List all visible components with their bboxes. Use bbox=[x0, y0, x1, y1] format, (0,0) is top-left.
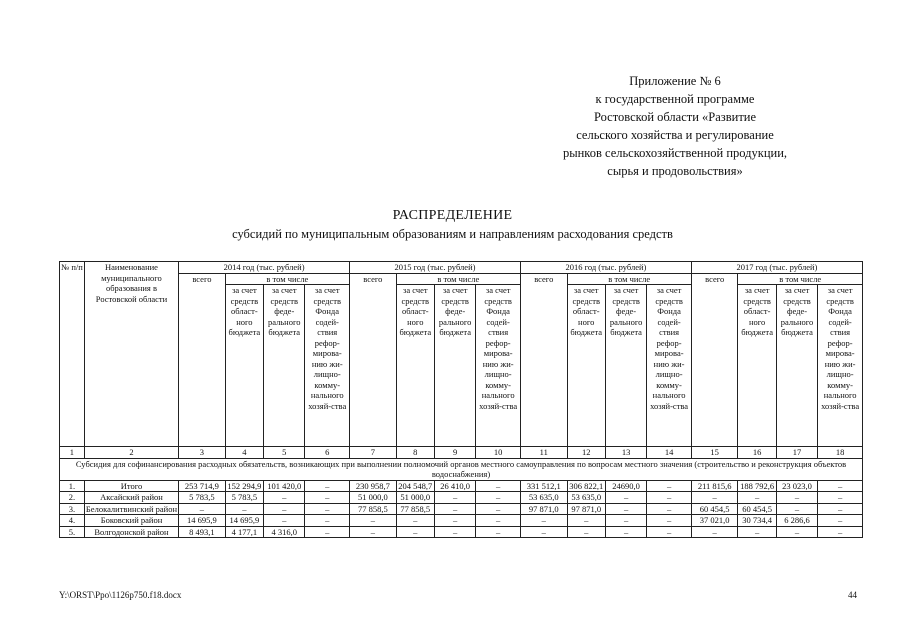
row-number: 5. bbox=[60, 526, 85, 538]
value-cell: 188 792,6 bbox=[738, 480, 776, 492]
table-row bbox=[60, 526, 863, 538]
value-cell: 14 695,9 bbox=[225, 515, 263, 527]
value-cell: 4 177,1 bbox=[225, 526, 263, 538]
table-row bbox=[60, 503, 863, 515]
document-subtitle: субсидий по муниципальным образованиям и направлениям расходования средств bbox=[232, 227, 673, 241]
value-cell: – bbox=[476, 503, 521, 515]
value-cell: – bbox=[776, 526, 817, 538]
value-cell: 53 635,0 bbox=[567, 492, 605, 504]
column-number: 5 bbox=[264, 447, 305, 459]
table-row bbox=[60, 480, 863, 492]
header-regional-budget: за счет средств област-ного бюджета bbox=[225, 285, 263, 447]
header-including: в том числе bbox=[738, 273, 863, 285]
column-number: 17 bbox=[776, 447, 817, 459]
section-title: Субсидия для софинансирования расходных обязательств, возникающих при выполнении полномочий органов местного самоуправления по вопросам местного значения (строительство и реконструкция объектов водоснабжения) bbox=[60, 458, 863, 480]
value-cell: – bbox=[647, 515, 692, 527]
row-number: 1. bbox=[60, 480, 85, 492]
header-municipality: Наименование муниципального образования в Ростовской области bbox=[84, 262, 178, 447]
column-number: 8 bbox=[396, 447, 434, 459]
value-cell: 306 822,1 bbox=[567, 480, 605, 492]
municipality-name: Белокалитвинский район bbox=[85, 503, 178, 514]
header-total: всего bbox=[350, 273, 397, 447]
header-number: № п/п bbox=[60, 262, 85, 447]
header-row-total bbox=[60, 273, 863, 285]
value-cell: 26 410,0 bbox=[434, 480, 475, 492]
municipality-name: Итого bbox=[84, 480, 178, 492]
municipality-name: Волгодонской район bbox=[84, 526, 178, 538]
value-cell: – bbox=[179, 503, 226, 515]
appendix-line: к государственной программе bbox=[595, 92, 755, 106]
value-cell: – bbox=[350, 515, 397, 527]
value-cell: – bbox=[818, 515, 863, 527]
value-cell: – bbox=[264, 503, 305, 515]
value-cell: – bbox=[691, 492, 738, 504]
appendix-line: сырья и продовольствия» bbox=[607, 164, 743, 178]
column-number: 7 bbox=[350, 447, 397, 459]
municipality-name: Аксайский район bbox=[84, 492, 178, 504]
row-number: 3. bbox=[60, 503, 85, 515]
value-cell: – bbox=[605, 515, 646, 527]
value-cell: 5 783,5 bbox=[225, 492, 263, 504]
value-cell: 4 316,0 bbox=[264, 526, 305, 538]
value-cell: – bbox=[776, 503, 817, 515]
value-cell: – bbox=[350, 526, 397, 538]
value-cell: – bbox=[476, 480, 521, 492]
value-cell: 101 420,0 bbox=[264, 480, 305, 492]
value-cell: – bbox=[647, 492, 692, 504]
header-year: 2017 год (тыс. рублей) bbox=[691, 262, 862, 274]
section-row bbox=[60, 458, 863, 480]
value-cell: 60 454,5 bbox=[691, 503, 738, 515]
value-cell: 60 454,5 bbox=[738, 503, 776, 515]
value-cell: – bbox=[434, 503, 475, 515]
table-row bbox=[60, 515, 863, 527]
header-regional-budget: за счет средств област-ного бюджета bbox=[396, 285, 434, 447]
value-cell: – bbox=[520, 515, 567, 527]
column-number: 14 bbox=[647, 447, 692, 459]
column-number: 12 bbox=[567, 447, 605, 459]
value-cell: – bbox=[567, 515, 605, 527]
value-cell: – bbox=[738, 526, 776, 538]
appendix-line: сельского хозяйства и регулирование bbox=[576, 128, 774, 142]
value-cell: 23 023,0 bbox=[776, 480, 817, 492]
row-number: 2. bbox=[60, 492, 85, 504]
header-total: всего bbox=[691, 273, 738, 447]
column-number: 2 bbox=[84, 447, 178, 459]
value-cell: – bbox=[225, 503, 263, 515]
value-cell: – bbox=[605, 503, 646, 515]
value-cell: 37 021,0 bbox=[691, 515, 738, 527]
value-cell: – bbox=[264, 492, 305, 504]
header-including: в том числе bbox=[225, 273, 349, 285]
appendix-header bbox=[515, 72, 835, 180]
value-cell: – bbox=[647, 526, 692, 538]
value-cell: – bbox=[605, 492, 646, 504]
value-cell: – bbox=[264, 515, 305, 527]
value-cell: – bbox=[818, 492, 863, 504]
value-cell: – bbox=[520, 526, 567, 538]
value-cell: 77 858,5 bbox=[350, 503, 397, 515]
value-cell: 253 714,9 bbox=[179, 480, 226, 492]
value-cell: – bbox=[691, 526, 738, 538]
value-cell: 24690,0 bbox=[605, 480, 646, 492]
value-cell: – bbox=[476, 526, 521, 538]
value-cell: – bbox=[818, 480, 863, 492]
value-cell: 14 695,9 bbox=[179, 515, 226, 527]
value-cell: – bbox=[305, 526, 350, 538]
header-housing-fund: за счет средств Фонда содей-ствия рефор-мирова-нию жи-лищно-комму-нального хозяй-ства bbox=[476, 285, 521, 447]
value-cell: – bbox=[434, 526, 475, 538]
value-cell: 77 858,5 bbox=[396, 503, 434, 515]
column-number: 18 bbox=[818, 447, 863, 459]
value-cell: 8 493,1 bbox=[179, 526, 226, 538]
column-number: 11 bbox=[520, 447, 567, 459]
header-housing-fund: за счет средств Фонда содей-ствия рефор-мирова-нию жи-лищно-комму-нального хозяй-ства bbox=[305, 285, 350, 447]
value-cell: – bbox=[434, 492, 475, 504]
appendix-line: Приложение № 6 bbox=[629, 74, 721, 88]
value-cell: – bbox=[776, 492, 817, 504]
header-year: 2014 год (тыс. рублей) bbox=[179, 262, 350, 274]
value-cell: – bbox=[647, 480, 692, 492]
value-cell: 204 548,7 bbox=[396, 480, 434, 492]
footer-page-number: 44 bbox=[848, 590, 857, 600]
subsidy-table bbox=[59, 261, 863, 538]
value-cell: – bbox=[476, 515, 521, 527]
column-number: 9 bbox=[434, 447, 475, 459]
header-row-years bbox=[60, 262, 863, 274]
value-cell: – bbox=[476, 492, 521, 504]
header-federal-budget: за счет средств феде-рального бюджета bbox=[605, 285, 646, 447]
value-cell: – bbox=[818, 526, 863, 538]
header-federal-budget: за счет средств феде-рального бюджета bbox=[264, 285, 305, 447]
value-cell: 97 871,0 bbox=[520, 503, 567, 515]
value-cell: 5 783,5 bbox=[179, 492, 226, 504]
value-cell: – bbox=[605, 526, 646, 538]
value-cell: 331 512,1 bbox=[520, 480, 567, 492]
document-title: РАСПРЕДЕЛЕНИЕ bbox=[392, 208, 513, 223]
column-number: 6 bbox=[305, 447, 350, 459]
header-year: 2015 год (тыс. рублей) bbox=[350, 262, 521, 274]
header-including: в том числе bbox=[396, 273, 520, 285]
value-cell: 51 000,0 bbox=[350, 492, 397, 504]
column-number: 13 bbox=[605, 447, 646, 459]
column-number: 15 bbox=[691, 447, 738, 459]
header-housing-fund: за счет средств Фонда содей-ствия рефор-мирова-нию жи-лищно-комму-нального хозяй-ства bbox=[818, 285, 863, 447]
value-cell: 6 286,6 bbox=[776, 515, 817, 527]
appendix-line: рынков сельскохозяйственной продукции, bbox=[562, 146, 788, 160]
header-federal-budget: за счет средств феде-рального бюджета bbox=[776, 285, 817, 447]
value-cell: – bbox=[818, 503, 863, 515]
table-row bbox=[60, 492, 863, 504]
value-cell: – bbox=[738, 492, 776, 504]
value-cell: 53 635,0 bbox=[520, 492, 567, 504]
value-cell: – bbox=[647, 503, 692, 515]
header-regional-budget: за счет средств област-ного бюджета bbox=[567, 285, 605, 447]
value-cell: – bbox=[305, 503, 350, 515]
value-cell: – bbox=[434, 515, 475, 527]
column-number-row bbox=[60, 447, 863, 459]
header-year: 2016 год (тыс. рублей) bbox=[520, 262, 691, 274]
column-number: 3 bbox=[179, 447, 226, 459]
header-total: всего bbox=[179, 273, 226, 447]
column-number: 10 bbox=[476, 447, 521, 459]
value-cell: 51 000,0 bbox=[396, 492, 434, 504]
footer-file-path: Y:\ORST\Ppo\1126p750.f18.docx bbox=[59, 590, 182, 600]
column-number: 1 bbox=[60, 447, 85, 459]
value-cell: 152 294,9 bbox=[225, 480, 263, 492]
value-cell: – bbox=[396, 515, 434, 527]
header-including: в том числе bbox=[567, 273, 691, 285]
value-cell: – bbox=[396, 526, 434, 538]
value-cell: – bbox=[305, 492, 350, 504]
header-regional-budget: за счет средств област-ного бюджета bbox=[738, 285, 776, 447]
header-total: всего bbox=[520, 273, 567, 447]
value-cell: – bbox=[305, 480, 350, 492]
value-cell: – bbox=[305, 515, 350, 527]
row-number: 4. bbox=[60, 515, 85, 527]
value-cell: – bbox=[567, 526, 605, 538]
column-number: 4 bbox=[225, 447, 263, 459]
value-cell: 30 734,4 bbox=[738, 515, 776, 527]
appendix-line: Ростовской области «Развитие bbox=[593, 110, 757, 124]
header-federal-budget: за счет средств феде-рального бюджета bbox=[434, 285, 475, 447]
header-housing-fund: за счет средств Фонда содей-ствия рефор-мирова-нию жи-лищно-комму-нального хозяй-ства bbox=[647, 285, 692, 447]
column-number: 16 bbox=[738, 447, 776, 459]
municipality-name: Боковский район bbox=[84, 515, 178, 527]
value-cell: 97 871,0 bbox=[567, 503, 605, 515]
value-cell: 211 815,6 bbox=[691, 480, 738, 492]
value-cell: 230 958,7 bbox=[350, 480, 397, 492]
